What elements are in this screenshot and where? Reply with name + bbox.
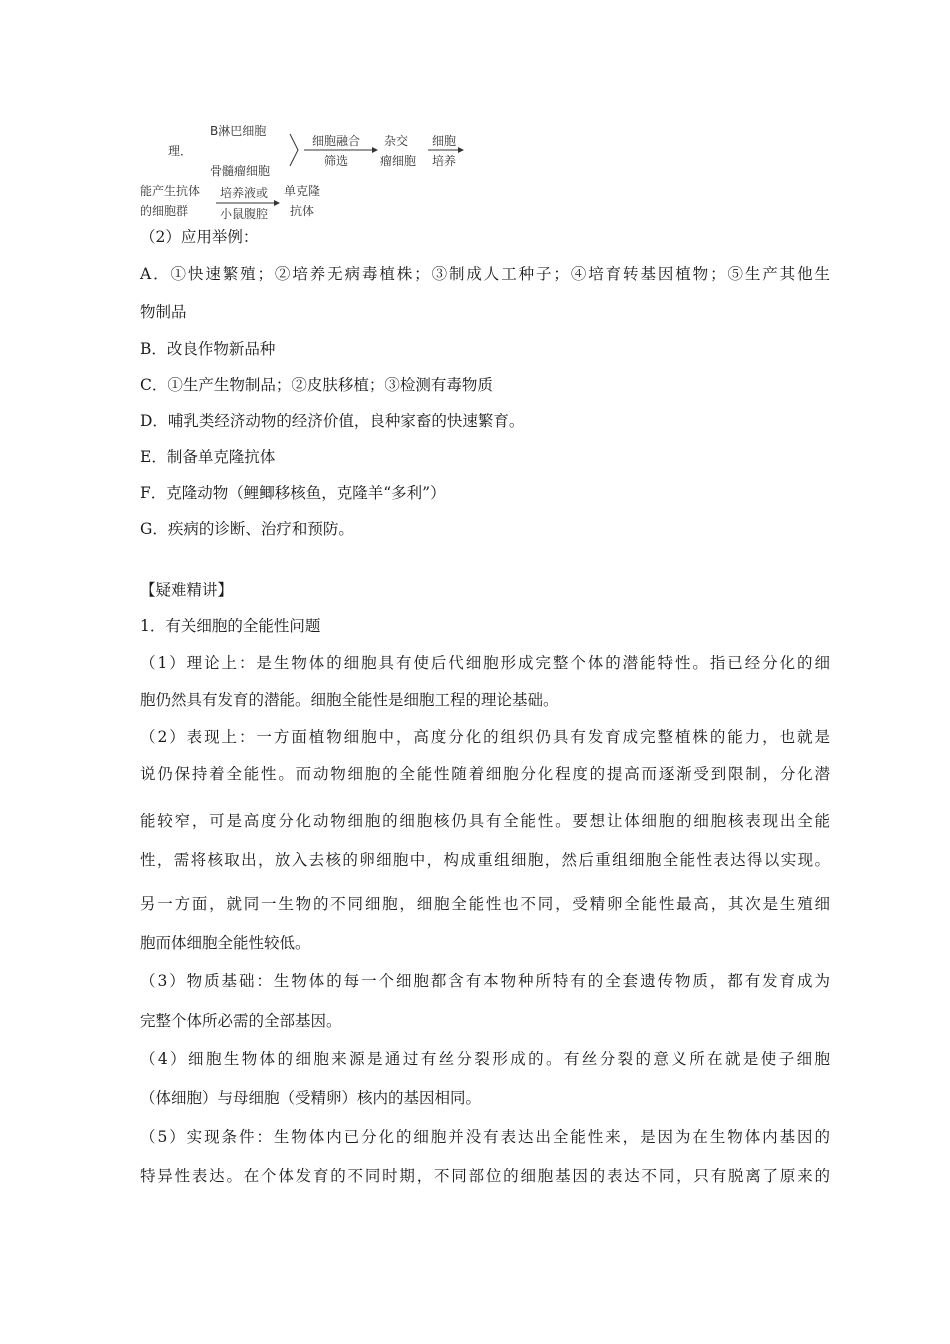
text-line: A．①快速繁殖；②培养无病毒植株；③制成人工种子；④培育转基因植物；⑤生产其他生 [140, 265, 830, 283]
diagram-prefix: 理． [168, 144, 193, 158]
text-line: （5）实现条件：生物体内已分化的细胞并没有表达出全能性来，是因为在生物体内基因的 [140, 1128, 830, 1146]
text-line: F．克隆动物（鲤鲫移核鱼，克隆羊“多利”） [140, 484, 446, 502]
screening-label: 筛选 [324, 154, 349, 168]
text-line: （1）理论上：是生物体的细胞具有使后代细胞形成完整个体的潜能特性。指已经分化的细 [140, 654, 830, 672]
cell-label: 细胞 [432, 134, 457, 148]
myeloma-cell-label: 骨髓瘤细胞 [210, 164, 271, 178]
text-line: 另一方面，就同一生物的不同细胞，细胞全能性也不同，受精卵全能性最高，其次是生殖细 [140, 895, 830, 913]
text-line: 性，需将核取出，放入去核的卵细胞中，构成重组细胞，然后重组细胞全能性表达得以实现。 [140, 851, 830, 869]
text-line: E．制备单克隆抗体 [140, 448, 276, 466]
culture-label: 培养 [432, 154, 457, 168]
monoclonal-label: 单克隆 [284, 184, 321, 198]
text-line: （4）细胞生物体的细胞来源是通过有丝分裂形成的。有丝分裂的意义所在就是使子细胞 [140, 1050, 830, 1068]
text-line: （2）应用举例： [140, 228, 259, 246]
fusion-label: 细胞融合 [312, 134, 361, 148]
hybrid-label: 杂交 [384, 134, 409, 148]
text-line: 胞仍然具有发育的潜能。细胞全能性是细胞工程的理论基础。 [140, 691, 559, 709]
text-line: 说仍保持着全能性。而动物细胞的全能性随着细胞分化程度的提高而逐渐受到限制，分化潜 [140, 765, 830, 783]
text-line: （3）物质基础：生物体的每一个细胞都含有本物种所特有的全套遗传物质，都有发育成为 [140, 972, 830, 990]
b-lymphocyte-label: B淋巴细胞 [210, 124, 267, 138]
text-line: D．哺乳类经济动物的经济价值，良种家畜的快速繁育。 [140, 412, 525, 430]
section-heading: 【疑难精讲】 [140, 581, 234, 599]
text-line: 胞而体细胞全能性较低。 [140, 934, 311, 952]
text-line: 能较窄，可是高度分化动物细胞的细胞核仍具有全能性。要想让体细胞的细胞核表现出全能 [140, 812, 830, 830]
antibody-cell-group-line1: 能产生抗体 [140, 184, 201, 198]
text-line: 完整个体所必需的全部基因。 [140, 1012, 342, 1030]
text-line: 1．有关细胞的全能性问题 [140, 617, 321, 635]
monoclonal-antibody-flow-diagram [140, 118, 500, 226]
antibody-label: 抗体 [290, 204, 315, 218]
text-line: C．①生产生物制品；②皮肤移植；③检测有毒物质 [140, 376, 493, 394]
antibody-cell-group-line2: 的细胞群 [140, 204, 189, 218]
text-line: 特异性表达。在个体发育的不同时期，不同部位的细胞基因的表达不同，只有脱离了原来的 [140, 1167, 830, 1185]
text-line: B．改良作物新品种 [140, 340, 276, 358]
text-line: G．疾病的诊断、治疗和预防。 [140, 520, 354, 538]
text-line: （2）表现上：一方面植物细胞中，高度分化的组织仍具有发育成完整植株的能力，也就是 [140, 728, 830, 746]
text-line: （体细胞）与母细胞（受精卵）核内的基因相同。 [140, 1089, 482, 1107]
mouse-abdomen-label: 小鼠腹腔 [220, 207, 269, 221]
medium-label: 培养液或 [220, 186, 269, 200]
hybridoma-label: 瘤细胞 [380, 154, 417, 168]
text-line: 物制品 [140, 303, 187, 321]
